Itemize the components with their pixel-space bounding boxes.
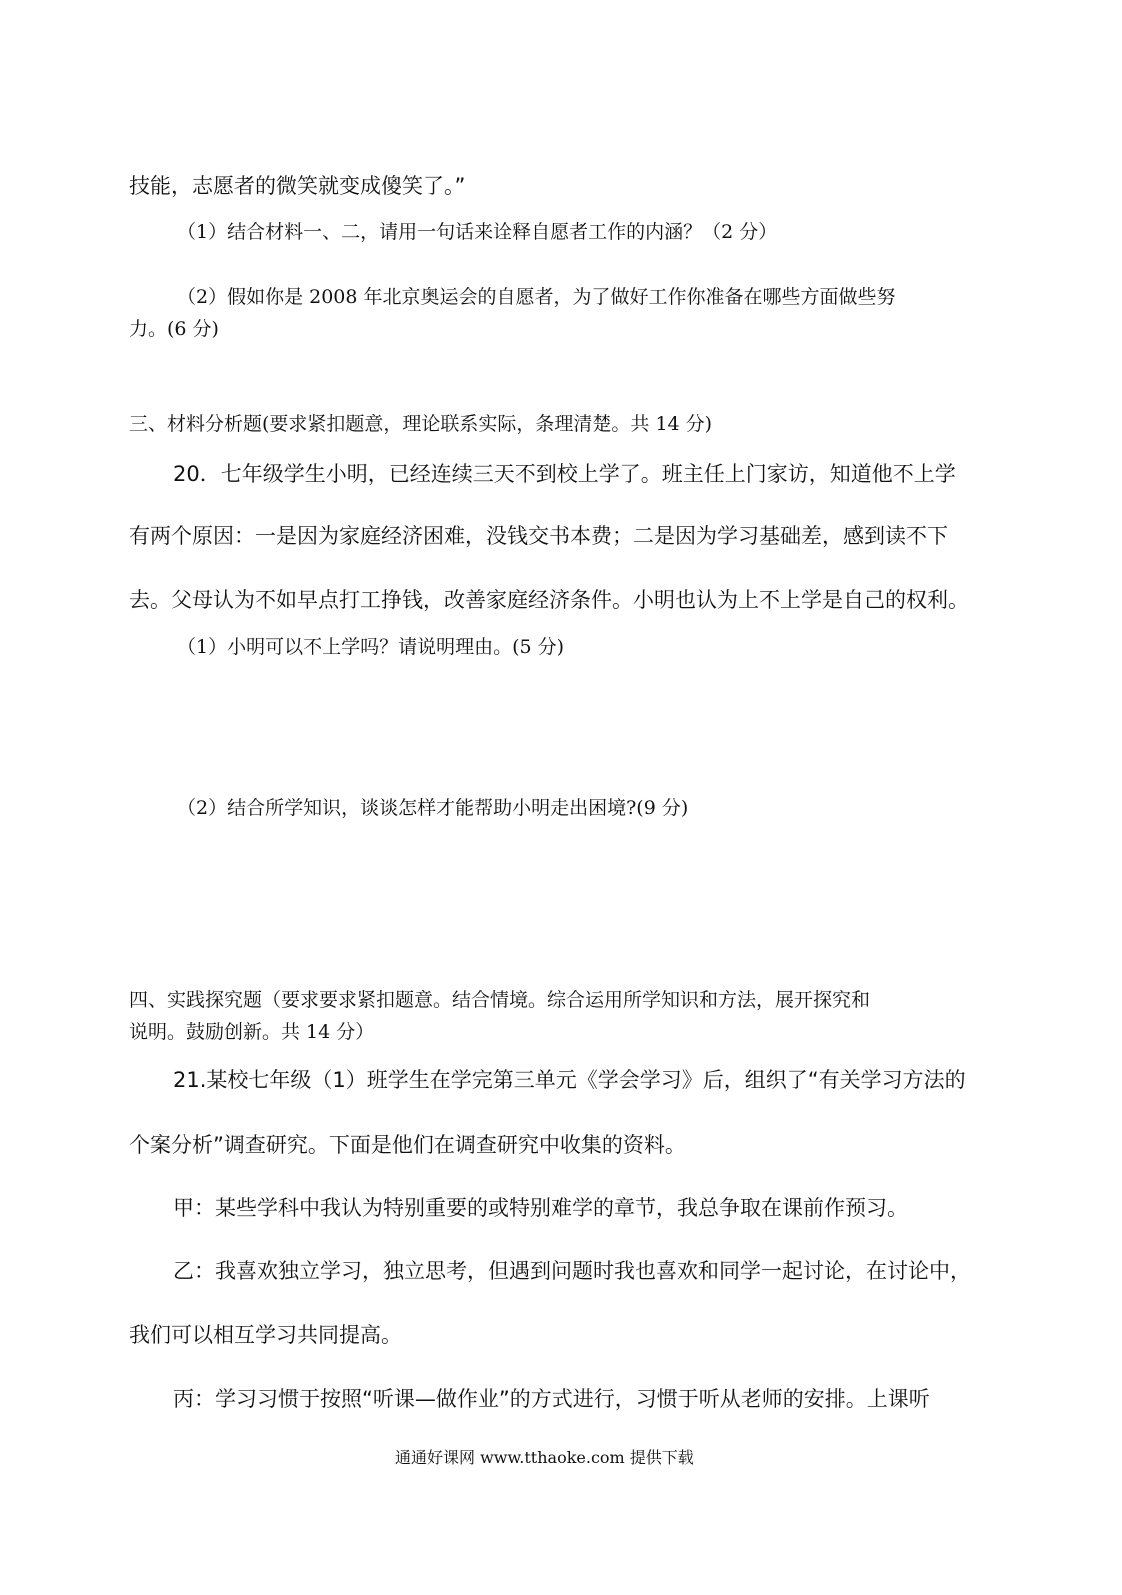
- section-heading-4-cont: 说明。鼓励创新。共 14 分）: [129, 1021, 375, 1043]
- question-20-2: （2）结合所学知识，谈谈怎样才能帮助小明走出困境?(9 分): [177, 797, 689, 819]
- text-line: 甲：某些学科中我认为特别重要的或特别难学的章节，我总争取在课前作预习。: [173, 1196, 908, 1220]
- text-line: 个案分析”调查研究。下面是他们在调查研究中收集的资料。: [129, 1133, 686, 1157]
- text-line: 有两个原因：一是因为家庭经济困难，没钱交书本费；二是因为学习基础差，感到读不下: [129, 524, 948, 548]
- text-line: 丙：学习习惯于按照“听课—做作业”的方式进行，习惯于听从老师的安排。上课听: [173, 1387, 930, 1411]
- text-line: 21.某校七年级（1）班学生在学完第三单元《学会学习》后，组织了“有关学习方法的: [173, 1068, 966, 1092]
- text-line: 去。父母认为不如早点打工挣钱，改善家庭经济条件。小明也认为上不上学是自己的权利。: [129, 588, 969, 612]
- page-footer: 通通好课网 www.tthaoke.com 提供下载: [395, 1448, 694, 1467]
- question-20-1: （1）小明可以不上学吗？请说明理由。(5 分): [177, 636, 565, 658]
- section-heading-3: 三、材料分析题(要求紧扣题意，理论联系实际，条理清楚。共 14 分): [129, 413, 713, 435]
- question-1: （1）结合材料一、二，请用一句话来诠释自愿者工作的内涵？（2 分）: [177, 221, 778, 243]
- text-line: 20．七年级学生小明，已经连续三天不到校上学了。班主任上门家访，知道他不上学: [173, 462, 956, 486]
- text-line: 我们可以相互学习共同提高。: [129, 1323, 402, 1347]
- text-line: 乙：我喜欢独立学习，独立思考，但遇到问题时我也喜欢和同学一起讨论，在讨论中，: [173, 1259, 971, 1283]
- text-line: 技能，志愿者的微笑就变成傻笑了。”: [129, 174, 466, 198]
- section-heading-4: 四、实践探究题（要求要求紧扣题意。结合情境。综合运用所学知识和方法，展开探究和: [129, 989, 871, 1011]
- question-2: （2）假如你是 2008 年北京奥运会的自愿者，为了做好工作你准备在哪些方面做些努: [177, 286, 896, 308]
- question-2-cont: 力。(6 分): [129, 318, 219, 340]
